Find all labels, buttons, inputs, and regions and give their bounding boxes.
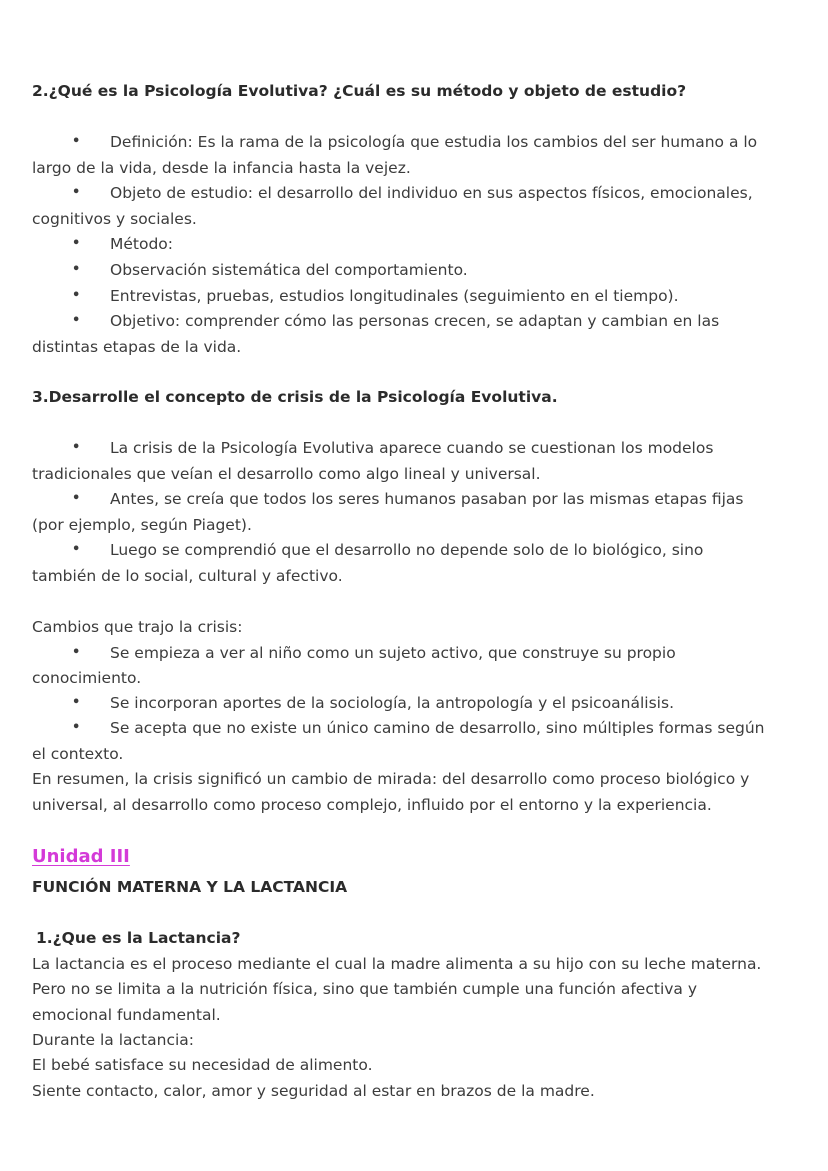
lactation-line-2: Pero no se limita a la nutrición física, sino que también cumple una función afectiva y <box>32 980 698 998</box>
bullet: • <box>72 134 81 149</box>
bullet: • <box>72 236 81 251</box>
lactation-line-5: El bebé satisface su necesidad de alimento. <box>32 1056 373 1074</box>
crisis-after-line: Luego se comprendió que el desarrollo no depende solo de lo biológico, sino <box>110 541 704 559</box>
summary-line-1: En resumen, la crisis significó un cambio de mirada: del desarrollo como proceso biológico y <box>32 770 750 788</box>
bullet: • <box>72 440 81 455</box>
lactation-line-6: Siente contacto, calor, amor y seguridad al estar en brazos de la madre. <box>32 1082 595 1100</box>
changes-title: Cambios que trajo la crisis: <box>32 618 243 636</box>
bullet: • <box>72 185 81 200</box>
method-line: Método: <box>110 235 174 253</box>
crisis-after-line-cont: también de lo social, cultural y afectivo. <box>32 567 343 585</box>
crisis-line: La crisis de la Psicología Evolutiva aparece cuando se cuestionan los modelos <box>110 439 714 457</box>
method-item-1: Observación sistemática del comportamiento. <box>110 261 468 279</box>
bullet: • <box>72 491 81 506</box>
bullet: • <box>72 313 81 328</box>
definition-line-cont: largo de la vida, desde la infancia hasta la vejez. <box>32 159 411 177</box>
bullet: • <box>72 695 81 710</box>
unit-title: Unidad III <box>32 846 130 867</box>
objective-line-cont: distintas etapas de la vida. <box>32 338 242 356</box>
change-item-2: Se incorporan aportes de la sociología, la antropología y el psicoanálisis. <box>110 694 674 712</box>
lactation-line-4: Durante la lactancia: <box>32 1031 195 1049</box>
change-item-1-cont: conocimiento. <box>32 669 142 687</box>
crisis-before-line: Antes, se creía que todos los seres humanos pasaban por las mismas etapas fijas <box>110 490 744 508</box>
bullet: • <box>72 542 81 557</box>
object-line: Objeto de estudio: el desarrollo del individuo en sus aspectos físicos, emocionales, <box>110 184 753 202</box>
unit-subtitle: FUNCIÓN MATERNA Y LA LACTANCIA <box>32 878 348 896</box>
summary-line-2: universal, al desarrollo como proceso complejo, influido por el entorno y la experiencia. <box>32 796 712 814</box>
section-2-heading: 2.¿Qué es la Psicología Evolutiva? ¿Cuál es su método y objeto de estudio? <box>32 82 687 100</box>
object-line-cont: cognitivos y sociales. <box>32 210 197 228</box>
bullet: • <box>72 645 81 660</box>
section-3-heading: 3.Desarrolle el concepto de crisis de la Psicología Evolutiva. <box>32 388 558 406</box>
bullet: • <box>72 720 81 735</box>
lactation-line-3: emocional fundamental. <box>32 1006 221 1024</box>
lactation-line-1: La lactancia es el proceso mediante el cual la madre alimenta a su hijo con su leche materna. <box>32 955 762 973</box>
lactation-question-heading: 1.¿Que es la Lactancia? <box>36 929 241 947</box>
change-item-1: Se empieza a ver al niño como un sujeto activo, que construye su propio <box>110 644 676 662</box>
change-item-3-cont: el contexto. <box>32 745 124 763</box>
method-item-2: Entrevistas, pruebas, estudios longitudinales (seguimiento en el tiempo). <box>110 287 679 305</box>
bullet: • <box>72 262 81 277</box>
definition-line: Definición: Es la rama de la psicología que estudia los cambios del ser humano a lo <box>110 133 758 151</box>
change-item-3: Se acepta que no existe un único camino de desarrollo, sino múltiples formas según <box>110 719 765 737</box>
objective-line: Objetivo: comprender cómo las personas crecen, se adaptan y cambian en las <box>110 312 720 330</box>
crisis-before-line-cont: (por ejemplo, según Piaget). <box>32 516 252 534</box>
crisis-line-cont: tradicionales que veían el desarrollo como algo lineal y universal. <box>32 465 541 483</box>
bullet: • <box>72 288 81 303</box>
